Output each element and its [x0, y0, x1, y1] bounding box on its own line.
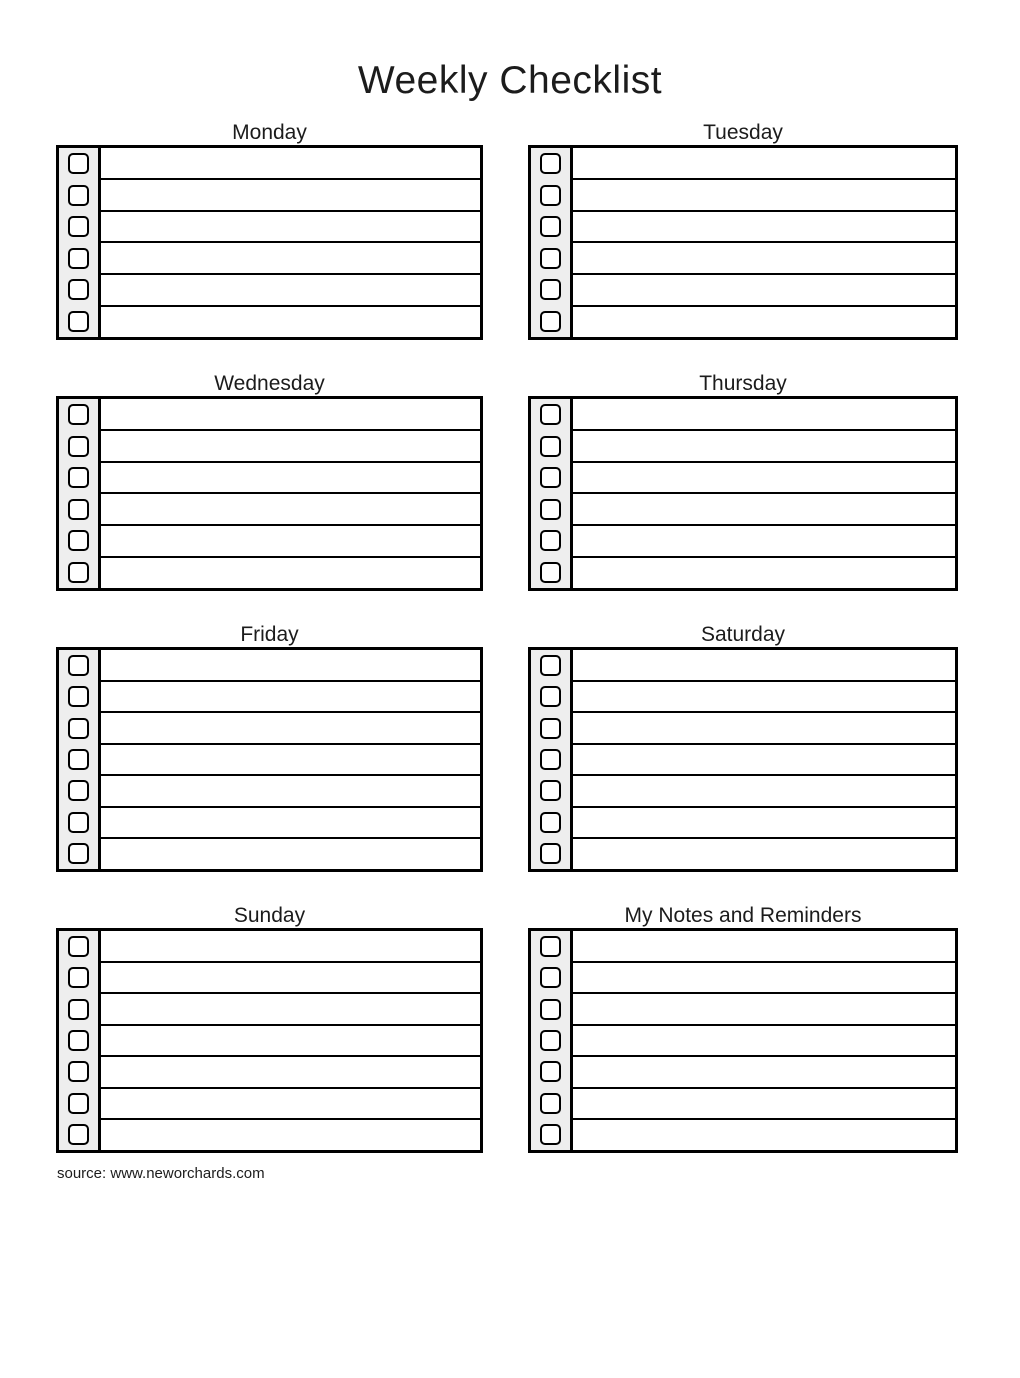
task-line[interactable] [101, 1057, 480, 1089]
checkbox-slot [531, 462, 570, 494]
checklist-section [56, 904, 483, 1153]
task-line[interactable] [101, 745, 480, 777]
task-line[interactable] [101, 713, 480, 745]
checkbox-slot [59, 243, 98, 275]
checkbox[interactable] [68, 436, 89, 457]
checkbox-slot [531, 962, 570, 993]
checkbox-slot [59, 775, 98, 806]
task-line[interactable] [101, 1026, 480, 1058]
checkbox-slot [531, 713, 570, 744]
task-line[interactable] [573, 650, 955, 682]
task-line[interactable] [573, 148, 955, 180]
checkbox-slot [59, 525, 98, 557]
checkbox-slot [59, 744, 98, 775]
task-line[interactable] [101, 682, 480, 714]
checkbox-slot [59, 462, 98, 494]
checklist-block [56, 647, 483, 872]
checkbox[interactable] [68, 967, 89, 988]
section-label: Tuesday [703, 121, 783, 144]
checklist-block [528, 928, 958, 1153]
checkbox[interactable] [540, 467, 561, 488]
checkbox[interactable] [540, 499, 561, 520]
checkbox[interactable] [68, 185, 89, 206]
task-line[interactable] [101, 558, 480, 588]
task-line[interactable] [573, 1120, 955, 1150]
checkbox-slot [59, 962, 98, 993]
checkbox-slot [531, 211, 570, 243]
checkbox[interactable] [68, 248, 89, 269]
task-line[interactable] [573, 682, 955, 714]
checkbox[interactable] [68, 936, 89, 957]
task-line[interactable] [573, 839, 955, 869]
checkbox[interactable] [68, 1093, 89, 1114]
checklist-block [56, 928, 483, 1153]
task-line[interactable] [101, 650, 480, 682]
checklist-section [528, 904, 958, 1153]
checkbox[interactable] [540, 686, 561, 707]
checkbox[interactable] [68, 467, 89, 488]
checkbox-slot [59, 713, 98, 744]
checkbox-slot [531, 994, 570, 1025]
checkbox[interactable] [68, 279, 89, 300]
checklist-section [56, 121, 483, 340]
task-line[interactable] [573, 431, 955, 463]
task-line[interactable] [573, 994, 955, 1026]
task-line[interactable] [101, 963, 480, 995]
checkbox[interactable] [540, 404, 561, 425]
checkbox[interactable] [540, 936, 561, 957]
checklist-section [528, 372, 958, 591]
checkbox[interactable] [68, 404, 89, 425]
task-line[interactable] [101, 776, 480, 808]
section-label: Monday [232, 121, 307, 144]
checkbox-slot [59, 838, 98, 869]
checkbox-slot [59, 994, 98, 1025]
task-line[interactable] [101, 463, 480, 495]
task-line[interactable] [101, 1120, 480, 1150]
checkbox[interactable] [540, 248, 561, 269]
checkbox[interactable] [540, 718, 561, 739]
task-line[interactable] [101, 243, 480, 275]
lines-area [573, 650, 955, 869]
checkbox[interactable] [540, 185, 561, 206]
checkbox-column [59, 148, 101, 337]
checklist-block [56, 396, 483, 591]
task-line[interactable] [101, 1089, 480, 1121]
checkbox[interactable] [68, 562, 89, 583]
checkbox-slot [59, 931, 98, 962]
checkbox-slot [59, 806, 98, 837]
checkbox[interactable] [540, 530, 561, 551]
checkbox[interactable] [68, 686, 89, 707]
section-label: Saturday [700, 623, 786, 646]
task-line[interactable] [101, 839, 480, 869]
checkbox-slot [531, 243, 570, 275]
checkbox[interactable] [68, 153, 89, 174]
checkbox-slot [59, 650, 98, 681]
checkbox-slot [531, 431, 570, 463]
task-line[interactable] [573, 963, 955, 995]
checkbox[interactable] [68, 1124, 89, 1145]
checkbox-slot [59, 1087, 98, 1118]
checkbox[interactable] [68, 655, 89, 676]
checkbox[interactable] [540, 216, 561, 237]
task-line[interactable] [573, 745, 955, 777]
task-line[interactable] [101, 148, 480, 180]
checkbox-slot [59, 557, 98, 589]
checkbox-slot [531, 306, 570, 338]
checkbox-slot [59, 180, 98, 212]
checklist-section [56, 623, 483, 872]
checkbox-column [59, 650, 101, 869]
task-line[interactable] [101, 526, 480, 558]
checklist-block [528, 647, 958, 872]
checkbox-slot [59, 274, 98, 306]
checkbox-slot [531, 806, 570, 837]
task-line[interactable] [573, 243, 955, 275]
task-line[interactable] [573, 1057, 955, 1089]
checkbox-slot [59, 494, 98, 526]
task-line[interactable] [573, 776, 955, 808]
checkbox[interactable] [68, 718, 89, 739]
checklist-block [56, 145, 483, 340]
checkbox[interactable] [68, 843, 89, 864]
checkbox-slot [531, 180, 570, 212]
checkbox-slot [531, 399, 570, 431]
checkbox-slot [531, 775, 570, 806]
checkbox-slot [531, 1025, 570, 1056]
task-line[interactable] [573, 713, 955, 745]
checkbox-column [531, 650, 573, 869]
checkbox[interactable] [68, 311, 89, 332]
source-credit: source: www.neworchards.com [57, 1165, 265, 1182]
lines-area [101, 650, 480, 869]
checkbox-slot [531, 744, 570, 775]
task-line[interactable] [573, 494, 955, 526]
section-label: Sunday [233, 904, 306, 927]
checkbox-slot [59, 431, 98, 463]
checkbox-slot [59, 1025, 98, 1056]
checkbox[interactable] [540, 562, 561, 583]
task-line[interactable] [573, 931, 955, 963]
task-line[interactable] [573, 212, 955, 244]
task-line[interactable] [573, 808, 955, 840]
checklist-section [56, 372, 483, 591]
checkbox-slot [531, 525, 570, 557]
checkbox-slot [531, 148, 570, 180]
checkbox-slot [59, 148, 98, 180]
checkbox-column [59, 399, 101, 588]
checkbox[interactable] [540, 843, 561, 864]
checkbox[interactable] [68, 780, 89, 801]
checkbox[interactable] [68, 499, 89, 520]
checkbox-slot [59, 399, 98, 431]
checkbox[interactable] [68, 812, 89, 833]
checkbox-column [531, 931, 573, 1150]
checklist-block [528, 145, 958, 340]
task-line[interactable] [573, 558, 955, 588]
lines-area [573, 148, 955, 337]
lines-area [101, 931, 480, 1150]
checkbox-slot [531, 838, 570, 869]
lines-area [101, 399, 480, 588]
checkbox-slot [531, 650, 570, 681]
task-line[interactable] [573, 275, 955, 307]
task-line[interactable] [573, 399, 955, 431]
checkbox[interactable] [540, 1124, 561, 1145]
checkbox[interactable] [68, 1061, 89, 1082]
task-line[interactable] [573, 307, 955, 337]
checkbox[interactable] [68, 1030, 89, 1051]
task-line[interactable] [101, 399, 480, 431]
checkbox[interactable] [540, 967, 561, 988]
task-line[interactable] [101, 994, 480, 1026]
checkbox[interactable] [540, 279, 561, 300]
task-line[interactable] [573, 1026, 955, 1058]
checkbox-slot [531, 931, 570, 962]
lines-area [573, 399, 955, 588]
task-line[interactable] [101, 275, 480, 307]
checklist-block [528, 396, 958, 591]
task-line[interactable] [101, 931, 480, 963]
checkbox[interactable] [540, 655, 561, 676]
checkbox-slot [59, 306, 98, 338]
checkbox[interactable] [68, 999, 89, 1020]
task-line[interactable] [573, 1089, 955, 1121]
checkbox-slot [59, 1056, 98, 1087]
lines-area [573, 931, 955, 1150]
checkbox-slot [59, 1119, 98, 1150]
task-line[interactable] [101, 494, 480, 526]
checkbox-slot [531, 1119, 570, 1150]
checkbox-column [59, 931, 101, 1150]
task-line[interactable] [101, 307, 480, 337]
checkbox[interactable] [540, 153, 561, 174]
task-line[interactable] [101, 431, 480, 463]
checklist-section [528, 121, 958, 340]
checkbox[interactable] [68, 216, 89, 237]
checkbox-slot [531, 681, 570, 712]
task-line[interactable] [573, 463, 955, 495]
checkbox[interactable] [540, 812, 561, 833]
checkbox[interactable] [540, 749, 561, 770]
checkbox-column [531, 148, 573, 337]
checkbox[interactable] [540, 436, 561, 457]
section-label: My Notes and Reminders [624, 904, 862, 927]
checkbox[interactable] [68, 749, 89, 770]
task-line[interactable] [101, 212, 480, 244]
checkbox[interactable] [540, 780, 561, 801]
checkbox-column [531, 399, 573, 588]
task-line[interactable] [573, 526, 955, 558]
checkbox[interactable] [540, 311, 561, 332]
task-line[interactable] [101, 808, 480, 840]
checkbox-slot [531, 557, 570, 589]
checkbox-slot [531, 274, 570, 306]
checkbox[interactable] [540, 1030, 561, 1051]
checkbox[interactable] [540, 1061, 561, 1082]
section-label: Thursday [699, 372, 787, 395]
checkbox-slot [531, 1087, 570, 1118]
checkbox[interactable] [540, 1093, 561, 1114]
checkbox-slot [531, 494, 570, 526]
checkbox[interactable] [540, 999, 561, 1020]
checkbox-slot [531, 1056, 570, 1087]
checkbox-slot [59, 681, 98, 712]
checklist-section [528, 623, 958, 872]
section-label: Friday [240, 623, 299, 646]
page-title: Weekly Checklist [357, 59, 663, 102]
task-line[interactable] [101, 180, 480, 212]
task-line[interactable] [573, 180, 955, 212]
section-label: Wednesday [214, 372, 325, 395]
checkbox-slot [59, 211, 98, 243]
checkbox[interactable] [68, 530, 89, 551]
lines-area [101, 148, 480, 337]
sections-grid [56, 121, 1020, 1153]
